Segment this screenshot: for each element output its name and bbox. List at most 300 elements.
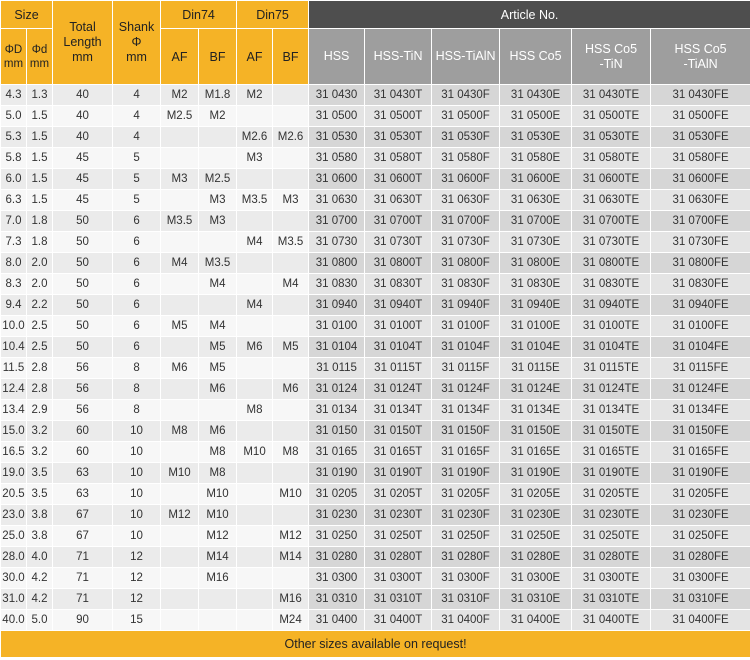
cell-hss-tialn: 31 0250F bbox=[432, 526, 500, 547]
header-size: Size bbox=[1, 1, 53, 29]
cell-total-length: 50 bbox=[53, 337, 113, 358]
cell-din74-bf: M8 bbox=[199, 442, 237, 463]
cell-id: 2.8 bbox=[27, 379, 53, 400]
cell-hss-co5-tialn: 31 0430FE bbox=[651, 85, 750, 106]
cell-hss-tialn: 31 0530F bbox=[432, 127, 500, 148]
table-row bbox=[1, 253, 750, 274]
cell-hss: 31 0700 bbox=[309, 211, 365, 232]
cell-din75-bf bbox=[273, 85, 309, 106]
table-row bbox=[1, 568, 750, 589]
cell-shank: 4 bbox=[113, 127, 161, 148]
cell-hss-co5-tialn: 31 0310FE bbox=[651, 589, 750, 610]
cell-din75-af bbox=[237, 169, 273, 190]
cell-din74-bf bbox=[199, 589, 237, 610]
cell-din74-af: M5 bbox=[161, 316, 199, 337]
cell-od: 5.3 bbox=[1, 127, 27, 148]
cell-hss-co5-tialn: 31 0190FE bbox=[651, 463, 750, 484]
cell-hss-tin: 31 0730T bbox=[365, 232, 432, 253]
cell-din75-bf bbox=[273, 211, 309, 232]
cell-shank: 10 bbox=[113, 463, 161, 484]
cell-hss-tialn: 31 0600F bbox=[432, 169, 500, 190]
cell-hss-tin: 31 0280T bbox=[365, 547, 432, 568]
cell-hss: 31 0400 bbox=[309, 610, 365, 631]
cell-din74-af: M12 bbox=[161, 505, 199, 526]
cell-hss-co5-tialn: 31 0165FE bbox=[651, 442, 750, 463]
cell-shank: 8 bbox=[113, 358, 161, 379]
cell-hss: 31 0730 bbox=[309, 232, 365, 253]
cell-din74-af bbox=[161, 337, 199, 358]
cell-total-length: 56 bbox=[53, 379, 113, 400]
cell-din74-bf bbox=[199, 232, 237, 253]
cell-hss-co5: 31 0250E bbox=[500, 526, 572, 547]
cell-din75-bf: M10 bbox=[273, 484, 309, 505]
cell-hss-co5-tin: 31 0280TE bbox=[572, 547, 651, 568]
cell-od: 6.3 bbox=[1, 190, 27, 211]
cell-din75-bf bbox=[273, 505, 309, 526]
cell-id: 5.0 bbox=[27, 610, 53, 631]
cell-od: 13.4 bbox=[1, 400, 27, 421]
cell-hss-co5-tin: 31 0730TE bbox=[572, 232, 651, 253]
cell-hss-co5: 31 0400E bbox=[500, 610, 572, 631]
table-row bbox=[1, 85, 750, 106]
cell-shank: 6 bbox=[113, 337, 161, 358]
cell-od: 7.0 bbox=[1, 211, 27, 232]
cell-din74-af bbox=[161, 379, 199, 400]
cell-din74-af: M8 bbox=[161, 421, 199, 442]
cell-id: 3.8 bbox=[27, 505, 53, 526]
cell-din75-af bbox=[237, 274, 273, 295]
table-row bbox=[1, 463, 750, 484]
cell-hss-tialn: 31 0150F bbox=[432, 421, 500, 442]
cell-din75-bf bbox=[273, 463, 309, 484]
cell-din74-af: M2.5 bbox=[161, 106, 199, 127]
table-row bbox=[1, 127, 750, 148]
cell-din74-bf: M3 bbox=[199, 190, 237, 211]
cell-hss-co5-tin: 31 0800TE bbox=[572, 253, 651, 274]
cell-hss-co5: 31 0530E bbox=[500, 127, 572, 148]
cell-din74-af bbox=[161, 442, 199, 463]
cell-hss-co5-tin: 31 0205TE bbox=[572, 484, 651, 505]
table-row bbox=[1, 190, 750, 211]
cell-total-length: 90 bbox=[53, 610, 113, 631]
cell-din75-af bbox=[237, 526, 273, 547]
cell-hss-co5: 31 0115E bbox=[500, 358, 572, 379]
cell-hss-co5-tialn: 31 0100FE bbox=[651, 316, 750, 337]
cell-hss-tin: 31 0205T bbox=[365, 484, 432, 505]
cell-din75-bf bbox=[273, 148, 309, 169]
table-row bbox=[1, 337, 750, 358]
cell-din75-bf bbox=[273, 400, 309, 421]
cell-din75-af bbox=[237, 316, 273, 337]
cell-hss-co5-tialn: 31 0500FE bbox=[651, 106, 750, 127]
cell-shank: 6 bbox=[113, 232, 161, 253]
cell-din74-af bbox=[161, 274, 199, 295]
header-din74-af: AF bbox=[161, 29, 199, 85]
cell-din75-bf bbox=[273, 169, 309, 190]
cell-hss-co5: 31 0940E bbox=[500, 295, 572, 316]
cell-od: 20.5 bbox=[1, 484, 27, 505]
cell-total-length: 60 bbox=[53, 442, 113, 463]
cell-din75-bf bbox=[273, 295, 309, 316]
cell-din75-af: M2.6 bbox=[237, 127, 273, 148]
cell-hss-tialn: 31 0190F bbox=[432, 463, 500, 484]
cell-hss-co5-tialn: 31 0580FE bbox=[651, 148, 750, 169]
cell-hss-co5-tialn: 31 0124FE bbox=[651, 379, 750, 400]
cell-din75-bf: M6 bbox=[273, 379, 309, 400]
cell-hss-tialn: 31 0124F bbox=[432, 379, 500, 400]
cell-hss: 31 0430 bbox=[309, 85, 365, 106]
cell-od: 5.8 bbox=[1, 148, 27, 169]
cell-din75-bf bbox=[273, 253, 309, 274]
cell-id: 1.5 bbox=[27, 169, 53, 190]
table-row bbox=[1, 526, 750, 547]
cell-shank: 4 bbox=[113, 85, 161, 106]
cell-din74-bf: M4 bbox=[199, 274, 237, 295]
cell-din74-af bbox=[161, 484, 199, 505]
cell-hss-tialn: 31 0730F bbox=[432, 232, 500, 253]
cell-hss: 31 0124 bbox=[309, 379, 365, 400]
cell-hss-tin: 31 0115T bbox=[365, 358, 432, 379]
cell-din74-bf: M10 bbox=[199, 505, 237, 526]
cell-hss-tialn: 31 0280F bbox=[432, 547, 500, 568]
cell-hss: 31 0300 bbox=[309, 568, 365, 589]
cell-din74-bf bbox=[199, 127, 237, 148]
cell-id: 1.8 bbox=[27, 211, 53, 232]
cell-hss-tialn: 31 0230F bbox=[432, 505, 500, 526]
cell-total-length: 50 bbox=[53, 316, 113, 337]
cell-id: 3.2 bbox=[27, 421, 53, 442]
cell-id: 2.0 bbox=[27, 253, 53, 274]
cell-hss-co5-tin: 31 0124TE bbox=[572, 379, 651, 400]
table-row bbox=[1, 148, 750, 169]
cell-total-length: 45 bbox=[53, 148, 113, 169]
cell-hss-co5-tialn: 31 0800FE bbox=[651, 253, 750, 274]
cell-hss-tialn: 31 0830F bbox=[432, 274, 500, 295]
cell-hss-tialn: 31 0165F bbox=[432, 442, 500, 463]
cell-od: 7.3 bbox=[1, 232, 27, 253]
cell-total-length: 40 bbox=[53, 127, 113, 148]
cell-hss-tialn: 31 0630F bbox=[432, 190, 500, 211]
cell-hss-co5: 31 0230E bbox=[500, 505, 572, 526]
cell-id: 1.3 bbox=[27, 85, 53, 106]
cell-din75-af bbox=[237, 568, 273, 589]
cell-din74-af: M4 bbox=[161, 253, 199, 274]
header-hss-co5-tin: HSS Co5 -TiN bbox=[572, 29, 651, 85]
cell-total-length: 40 bbox=[53, 106, 113, 127]
cell-hss-co5-tialn: 31 0700FE bbox=[651, 211, 750, 232]
header-id: Φd mm bbox=[27, 29, 53, 85]
cell-hss-tin: 31 0580T bbox=[365, 148, 432, 169]
cell-shank: 10 bbox=[113, 442, 161, 463]
cell-hss-tialn: 31 0104F bbox=[432, 337, 500, 358]
cell-id: 1.5 bbox=[27, 148, 53, 169]
header-din74-bf: BF bbox=[199, 29, 237, 85]
cell-din74-bf bbox=[199, 400, 237, 421]
cell-hss-tin: 31 0800T bbox=[365, 253, 432, 274]
cell-din75-bf bbox=[273, 568, 309, 589]
cell-hss-co5-tin: 31 0580TE bbox=[572, 148, 651, 169]
cell-din74-bf: M4 bbox=[199, 316, 237, 337]
cell-total-length: 50 bbox=[53, 232, 113, 253]
cell-id: 2.2 bbox=[27, 295, 53, 316]
cell-din74-af bbox=[161, 526, 199, 547]
cell-din75-bf bbox=[273, 358, 309, 379]
cell-od: 10.0 bbox=[1, 316, 27, 337]
cell-hss: 31 0630 bbox=[309, 190, 365, 211]
cell-shank: 6 bbox=[113, 274, 161, 295]
table-row bbox=[1, 358, 750, 379]
cell-id: 3.2 bbox=[27, 442, 53, 463]
cell-hss-co5: 31 0150E bbox=[500, 421, 572, 442]
header-od: ΦD mm bbox=[1, 29, 27, 85]
cell-din75-bf: M24 bbox=[273, 610, 309, 631]
cell-od: 8.0 bbox=[1, 253, 27, 274]
header-din75-bf: BF bbox=[273, 29, 309, 85]
cell-hss-co5-tin: 31 0500TE bbox=[572, 106, 651, 127]
cell-din75-bf: M4 bbox=[273, 274, 309, 295]
cell-hss-co5-tin: 31 0600TE bbox=[572, 169, 651, 190]
table-body bbox=[1, 85, 750, 631]
cell-hss-co5: 31 0300E bbox=[500, 568, 572, 589]
cell-din74-af bbox=[161, 127, 199, 148]
cell-hss-co5: 31 0104E bbox=[500, 337, 572, 358]
cell-total-length: 67 bbox=[53, 505, 113, 526]
cell-hss-co5-tin: 31 0400TE bbox=[572, 610, 651, 631]
cell-din74-af: M3 bbox=[161, 169, 199, 190]
cell-hss-tin: 31 0230T bbox=[365, 505, 432, 526]
table-row bbox=[1, 400, 750, 421]
cell-hss-co5-tialn: 31 0730FE bbox=[651, 232, 750, 253]
table-row bbox=[1, 232, 750, 253]
table-row bbox=[1, 442, 750, 463]
cell-din74-af bbox=[161, 295, 199, 316]
cell-hss-tin: 31 0500T bbox=[365, 106, 432, 127]
cell-hss-co5: 31 0730E bbox=[500, 232, 572, 253]
cell-hss-tialn: 31 0100F bbox=[432, 316, 500, 337]
cell-din74-bf: M5 bbox=[199, 337, 237, 358]
header-hss-co5: HSS Co5 bbox=[500, 29, 572, 85]
header-hss-tialn: HSS-TiAlN bbox=[432, 29, 500, 85]
cell-din75-bf: M3 bbox=[273, 190, 309, 211]
table-row bbox=[1, 106, 750, 127]
cell-total-length: 50 bbox=[53, 211, 113, 232]
cell-total-length: 56 bbox=[53, 400, 113, 421]
table-row bbox=[1, 547, 750, 568]
cell-shank: 12 bbox=[113, 547, 161, 568]
cell-hss-tin: 31 0250T bbox=[365, 526, 432, 547]
cell-hss: 31 0500 bbox=[309, 106, 365, 127]
cell-din75-af bbox=[237, 610, 273, 631]
cell-din75-af bbox=[237, 358, 273, 379]
cell-hss-tialn: 31 0940F bbox=[432, 295, 500, 316]
cell-hss-co5: 31 0100E bbox=[500, 316, 572, 337]
cell-hss-co5: 31 0830E bbox=[500, 274, 572, 295]
cell-hss-tin: 31 0300T bbox=[365, 568, 432, 589]
cell-din74-bf bbox=[199, 295, 237, 316]
cell-hss-co5-tin: 31 0100TE bbox=[572, 316, 651, 337]
cell-hss-co5-tialn: 31 0250FE bbox=[651, 526, 750, 547]
cell-hss-co5-tin: 31 0530TE bbox=[572, 127, 651, 148]
cell-hss-co5: 31 0500E bbox=[500, 106, 572, 127]
cell-din74-bf: M14 bbox=[199, 547, 237, 568]
cell-hss-tialn: 31 0430F bbox=[432, 85, 500, 106]
cell-hss-co5-tialn: 31 0280FE bbox=[651, 547, 750, 568]
cell-od: 8.3 bbox=[1, 274, 27, 295]
cell-hss: 31 0250 bbox=[309, 526, 365, 547]
cell-hss-tin: 31 0124T bbox=[365, 379, 432, 400]
cell-od: 15.0 bbox=[1, 421, 27, 442]
table-row bbox=[1, 211, 750, 232]
cell-hss-co5-tialn: 31 0134FE bbox=[651, 400, 750, 421]
cell-din74-af bbox=[161, 148, 199, 169]
cell-hss-co5-tialn: 31 0104FE bbox=[651, 337, 750, 358]
header-hss-co5-tialn: HSS Co5 -TiAlN bbox=[651, 29, 750, 85]
cell-din74-af bbox=[161, 190, 199, 211]
cell-total-length: 63 bbox=[53, 463, 113, 484]
cell-hss-tialn: 31 0115F bbox=[432, 358, 500, 379]
cell-total-length: 45 bbox=[53, 190, 113, 211]
cell-hss-tialn: 31 0205F bbox=[432, 484, 500, 505]
cell-id: 3.5 bbox=[27, 463, 53, 484]
cell-od: 16.5 bbox=[1, 442, 27, 463]
cell-od: 19.0 bbox=[1, 463, 27, 484]
cell-din74-af bbox=[161, 547, 199, 568]
cell-din75-af bbox=[237, 106, 273, 127]
cell-din74-bf: M10 bbox=[199, 484, 237, 505]
cell-id: 2.9 bbox=[27, 400, 53, 421]
cell-din75-af: M4 bbox=[237, 232, 273, 253]
cell-hss-co5-tin: 31 0300TE bbox=[572, 568, 651, 589]
cell-total-length: 63 bbox=[53, 484, 113, 505]
cell-total-length: 60 bbox=[53, 421, 113, 442]
cell-hss-co5-tin: 31 0430TE bbox=[572, 85, 651, 106]
cell-hss-co5: 31 0280E bbox=[500, 547, 572, 568]
cell-hss-co5: 31 0190E bbox=[500, 463, 572, 484]
cell-hss-tin: 31 0190T bbox=[365, 463, 432, 484]
cell-id: 2.5 bbox=[27, 337, 53, 358]
cell-hss-co5-tialn: 31 0630FE bbox=[651, 190, 750, 211]
cell-shank: 6 bbox=[113, 211, 161, 232]
cell-hss-tin: 31 0430T bbox=[365, 85, 432, 106]
cell-din75-bf: M8 bbox=[273, 442, 309, 463]
cell-hss-tin: 31 0830T bbox=[365, 274, 432, 295]
cell-od: 23.0 bbox=[1, 505, 27, 526]
table-row bbox=[1, 274, 750, 295]
cell-hss-tialn: 31 0310F bbox=[432, 589, 500, 610]
cell-hss-co5-tin: 31 0250TE bbox=[572, 526, 651, 547]
cell-hss-co5-tin: 31 0134TE bbox=[572, 400, 651, 421]
cell-total-length: 71 bbox=[53, 568, 113, 589]
cell-total-length: 71 bbox=[53, 589, 113, 610]
cell-din74-bf bbox=[199, 610, 237, 631]
cell-shank: 4 bbox=[113, 106, 161, 127]
cell-od: 28.0 bbox=[1, 547, 27, 568]
cell-shank: 6 bbox=[113, 253, 161, 274]
cell-od: 25.0 bbox=[1, 526, 27, 547]
cell-din74-af bbox=[161, 568, 199, 589]
cell-total-length: 50 bbox=[53, 274, 113, 295]
cell-shank: 15 bbox=[113, 610, 161, 631]
cell-hss-co5-tin: 31 0940TE bbox=[572, 295, 651, 316]
cell-hss: 31 0230 bbox=[309, 505, 365, 526]
cell-din75-af: M6 bbox=[237, 337, 273, 358]
cell-shank: 10 bbox=[113, 505, 161, 526]
cell-din74-bf: M6 bbox=[199, 421, 237, 442]
cell-din75-af bbox=[237, 547, 273, 568]
cell-id: 4.0 bbox=[27, 547, 53, 568]
cell-din75-bf: M14 bbox=[273, 547, 309, 568]
cell-din75-af bbox=[237, 484, 273, 505]
cell-din75-af: M10 bbox=[237, 442, 273, 463]
cell-din75-bf: M3.5 bbox=[273, 232, 309, 253]
cell-din74-af bbox=[161, 610, 199, 631]
cell-din75-bf bbox=[273, 106, 309, 127]
cell-hss: 31 0150 bbox=[309, 421, 365, 442]
cell-hss-co5-tialn: 31 0400FE bbox=[651, 610, 750, 631]
cell-hss-co5-tin: 31 0830TE bbox=[572, 274, 651, 295]
cell-total-length: 67 bbox=[53, 526, 113, 547]
cell-hss-tialn: 31 0300F bbox=[432, 568, 500, 589]
cell-hss: 31 0165 bbox=[309, 442, 365, 463]
table-row bbox=[1, 505, 750, 526]
cell-hss-co5: 31 0600E bbox=[500, 169, 572, 190]
cell-od: 30.0 bbox=[1, 568, 27, 589]
cell-hss-tin: 31 0104T bbox=[365, 337, 432, 358]
cell-hss-tialn: 31 0580F bbox=[432, 148, 500, 169]
cell-din74-af: M3.5 bbox=[161, 211, 199, 232]
cell-shank: 6 bbox=[113, 316, 161, 337]
cell-hss-co5-tin: 31 0165TE bbox=[572, 442, 651, 463]
cell-hss-co5-tin: 31 0115TE bbox=[572, 358, 651, 379]
cell-total-length: 56 bbox=[53, 358, 113, 379]
cell-din75-af: M3.5 bbox=[237, 190, 273, 211]
cell-shank: 10 bbox=[113, 526, 161, 547]
cell-od: 9.4 bbox=[1, 295, 27, 316]
cell-din75-af bbox=[237, 421, 273, 442]
cell-din75-af bbox=[237, 589, 273, 610]
cell-hss: 31 0205 bbox=[309, 484, 365, 505]
cell-hss-tin: 31 0165T bbox=[365, 442, 432, 463]
cell-din74-bf: M12 bbox=[199, 526, 237, 547]
cell-hss-co5-tin: 31 0104TE bbox=[572, 337, 651, 358]
header-hss: HSS bbox=[309, 29, 365, 85]
header-din74: Din74 bbox=[161, 1, 237, 29]
cell-din74-af bbox=[161, 400, 199, 421]
cell-hss-co5-tialn: 31 0940FE bbox=[651, 295, 750, 316]
footer-note: Other sizes available on request! bbox=[1, 631, 750, 658]
header-din75: Din75 bbox=[237, 1, 309, 29]
cell-hss-tin: 31 0940T bbox=[365, 295, 432, 316]
cell-shank: 5 bbox=[113, 190, 161, 211]
cell-hss-tin: 31 0134T bbox=[365, 400, 432, 421]
cell-din75-bf bbox=[273, 421, 309, 442]
cell-id: 2.5 bbox=[27, 316, 53, 337]
cell-hss: 31 0104 bbox=[309, 337, 365, 358]
cell-din74-af bbox=[161, 232, 199, 253]
cell-id: 4.2 bbox=[27, 589, 53, 610]
cell-hss-co5-tialn: 31 0115FE bbox=[651, 358, 750, 379]
cell-total-length: 50 bbox=[53, 295, 113, 316]
cell-hss-co5-tin: 31 0190TE bbox=[572, 463, 651, 484]
cell-hss-co5: 31 0800E bbox=[500, 253, 572, 274]
cell-hss-co5-tialn: 31 0230FE bbox=[651, 505, 750, 526]
table-row bbox=[1, 316, 750, 337]
cell-din75-bf: M16 bbox=[273, 589, 309, 610]
cell-hss: 31 0134 bbox=[309, 400, 365, 421]
table-row bbox=[1, 484, 750, 505]
cell-din75-af: M3 bbox=[237, 148, 273, 169]
cell-din74-bf: M2 bbox=[199, 106, 237, 127]
